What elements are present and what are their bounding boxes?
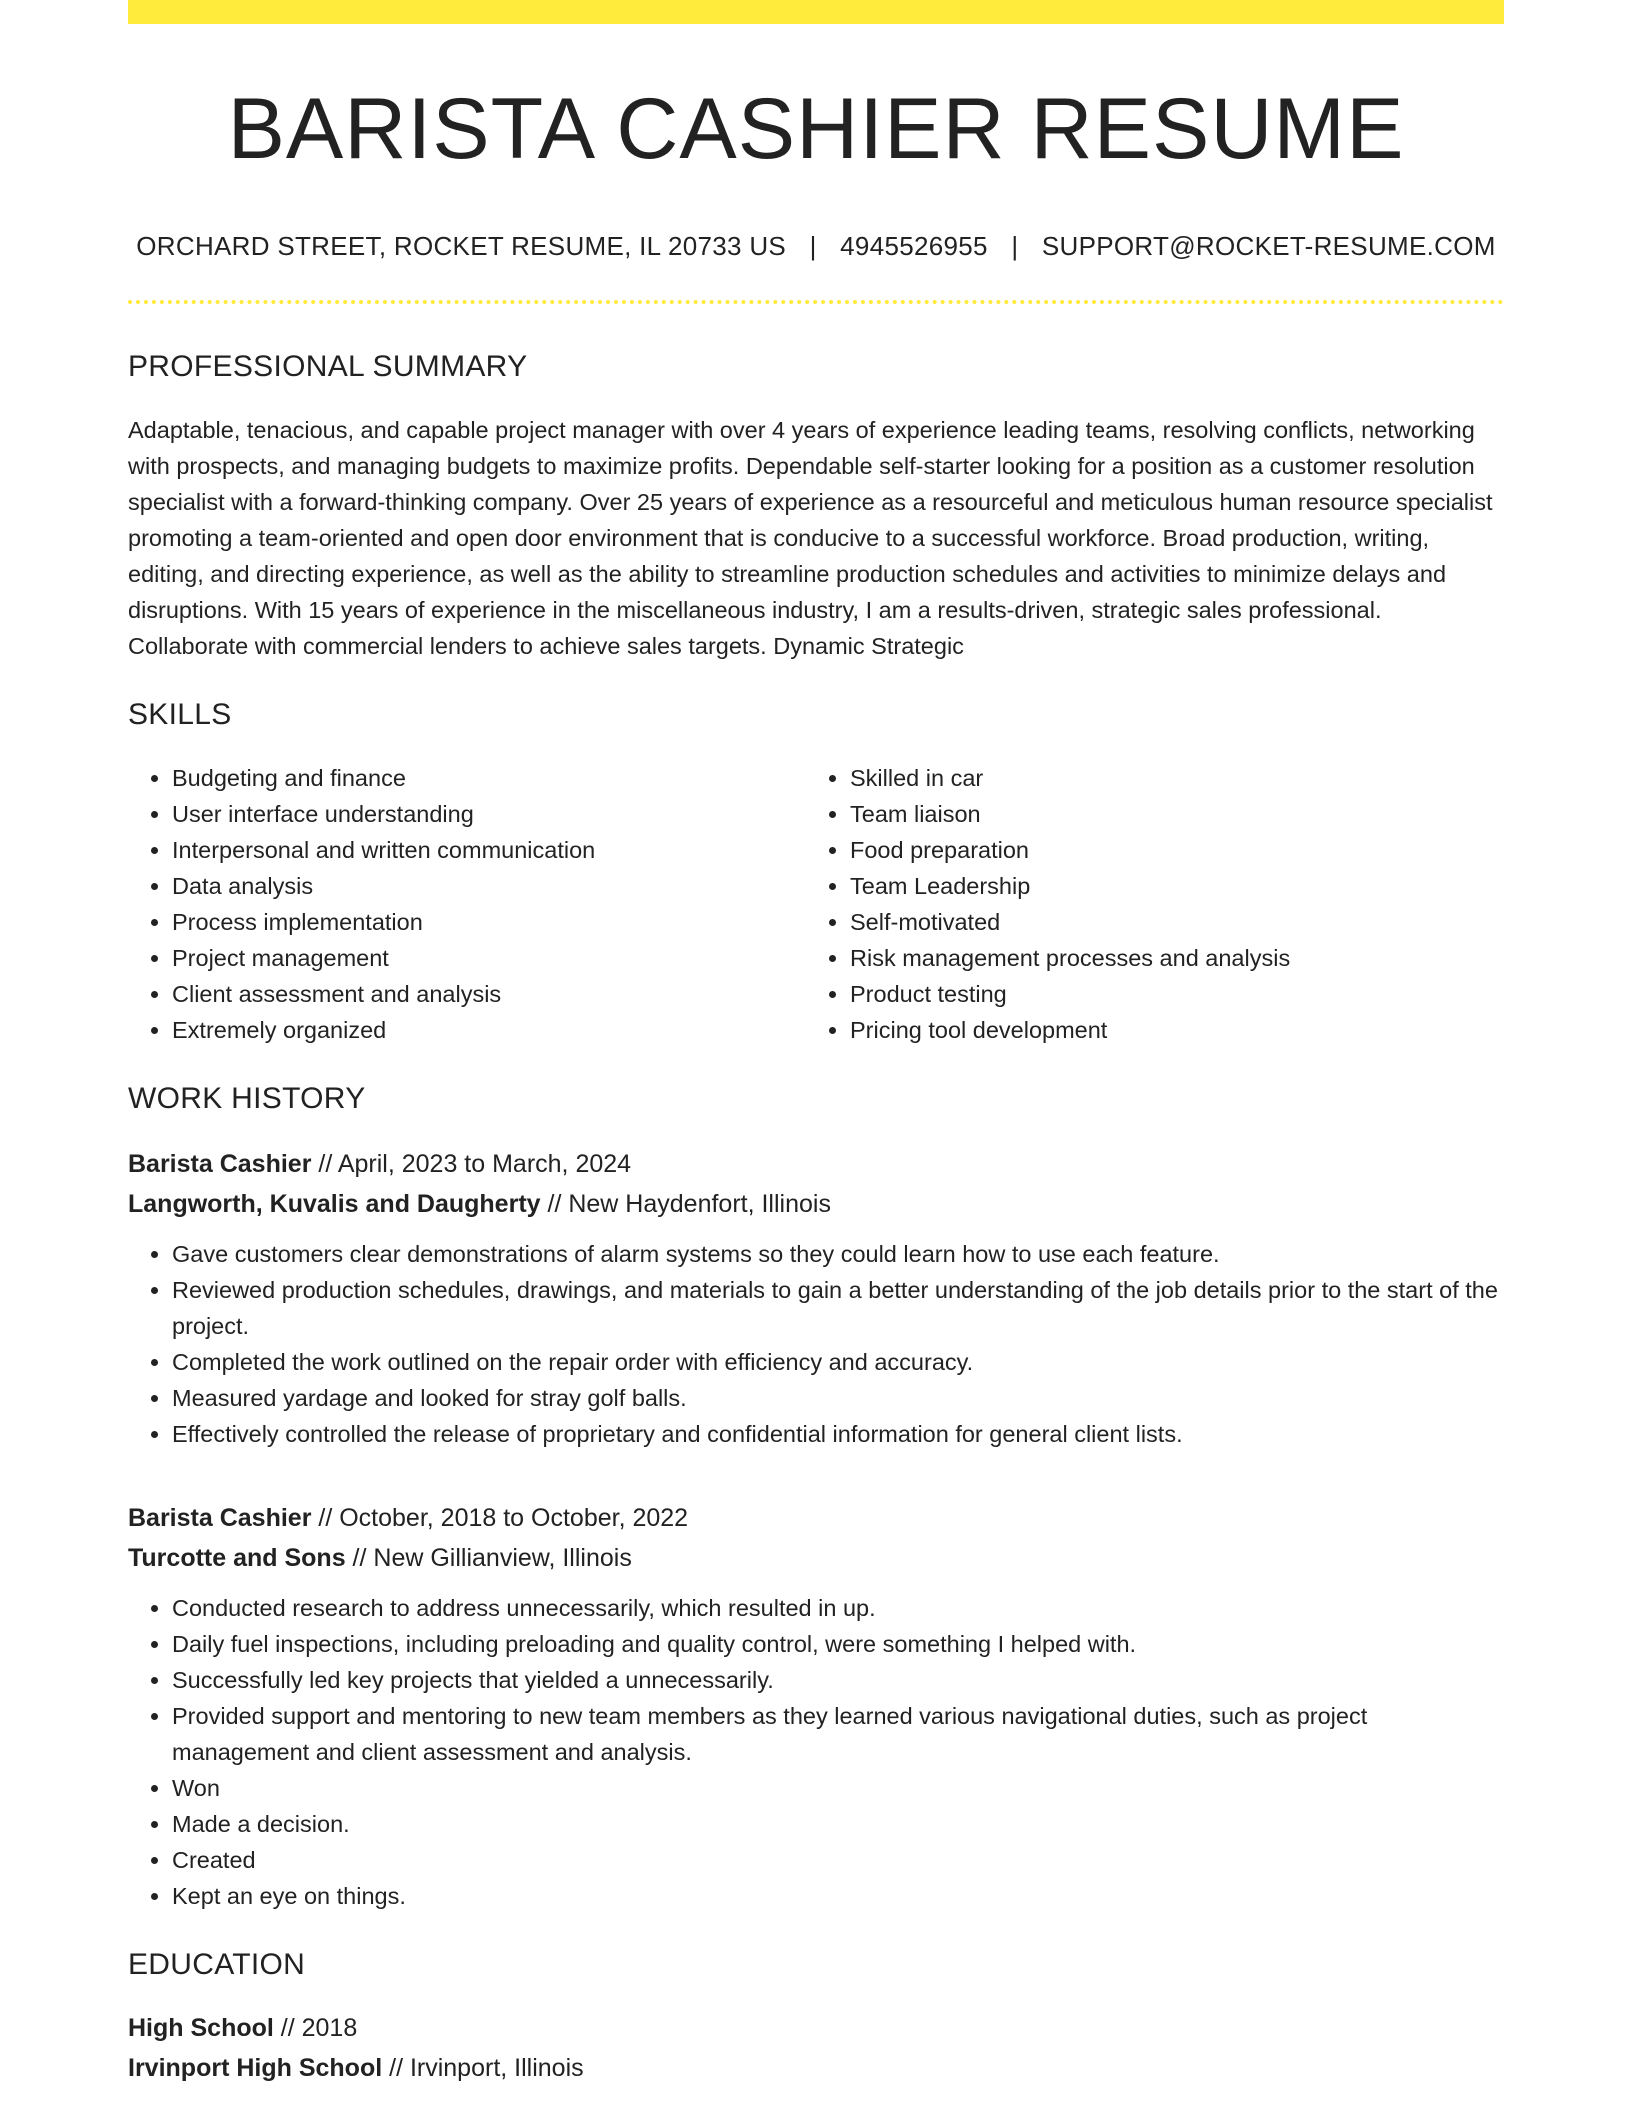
skill-item: • Team Leadership — [850, 868, 1484, 904]
summary-text: Adaptable, tenacious, and capable project manager with over 4 years of experience leading teams, resolving conflicts, networking with prospects, and managing budgets to maximize profits. Dependable self-starter looking for a position as a customer resolution specialist with a forward-thinking company. Over 25 years of experience as a resourceful and meticulous human resource specialist promoting a team-oriented and open door environment that is conducive to a successful workforce. Broad production, writing, editing, and directing experience, as well as the ability to streamline production schedules and activities to minimize delays and disruptions. With 15 years of experience in the miscellaneous industry, I am a results-driven, strategic sales professional. Collaborate with commercial lenders to achieve sales targets. Dynamic Strategic — [128, 416, 1493, 659]
job-company-line — [128, 1538, 1504, 1578]
job-bullet: • Created — [172, 1842, 1504, 1878]
skill-item: • Skilled in car — [850, 760, 1484, 796]
resume-page — [128, 0, 1504, 2088]
job-bullet: • Gave customers clear demonstrations of alarm systems so they could learn how to use each feature. — [172, 1236, 1504, 1272]
job-bullet: • Kept an eye on things. — [172, 1878, 1504, 1914]
skill-item: • User interface understanding — [172, 796, 806, 832]
job-title: Barista Cashier — [128, 1149, 312, 1178]
education-year: // 2018 — [273, 2013, 358, 2042]
contact-phone: 4945526955 — [840, 230, 988, 261]
job-bullet: • Won — [172, 1770, 1504, 1806]
job-company: Turcotte and Sons — [128, 1543, 346, 1572]
contact-separator: | — [1011, 230, 1019, 261]
contact-email: SUPPORT@ROCKET-RESUME.COM — [1041, 230, 1496, 261]
job-company-line — [128, 1184, 1504, 1224]
contact-address: ORCHARD STREET, ROCKET RESUME, IL 20733 US — [136, 230, 787, 261]
education-school-line — [128, 2048, 1504, 2088]
job-company: Langworth, Kuvalis and Daugherty — [128, 1189, 541, 1218]
job-title: Barista Cashier — [128, 1503, 312, 1532]
job-bullet: • Conducted research to address unnecessarily, which resulted in up. — [172, 1590, 1504, 1626]
job-bullet: • Measured yardage and looked for stray golf balls. — [172, 1380, 1504, 1416]
job-bullet: • Made a decision. — [172, 1806, 1504, 1842]
skill-item: • Project management — [172, 940, 806, 976]
job-bullet: • Reviewed production schedules, drawings, and materials to gain a better understanding of the job details prior to the start of the project. — [172, 1272, 1504, 1344]
skill-item: • Product testing — [850, 976, 1484, 1012]
skill-item: • Data analysis — [172, 868, 806, 904]
job-bullet: • Provided support and mentoring to new team members as they learned various navigational duties, such as project management and client assessment and analysis. — [172, 1698, 1504, 1770]
education-degree-line — [128, 2008, 1504, 2048]
contact-separator: | — [809, 230, 817, 261]
contact-line — [128, 231, 1504, 262]
education-school: Irvinport High School — [128, 2053, 383, 2082]
job-entry — [128, 1144, 1504, 1452]
skill-item: • Process implementation — [172, 904, 806, 940]
skill-item: • Risk management processes and analysis — [850, 940, 1484, 976]
job-location: // New Haydenfort, Illinois — [540, 1189, 831, 1218]
resume-title: BARISTA CASHIER RESUME — [227, 81, 1405, 177]
skill-item: • Client assessment and analysis — [172, 976, 806, 1012]
job-location: // New Gillianview, Illinois — [345, 1543, 632, 1572]
skills-list-right — [806, 760, 1484, 1048]
job-bullet: • Successfully led key projects that yielded a unnecessarily. — [172, 1662, 1504, 1698]
skills-grid — [128, 760, 1504, 1048]
job-bullets — [128, 1590, 1504, 1914]
job-entry — [128, 1498, 1504, 1914]
job-title-line — [128, 1498, 1504, 1538]
job-bullets — [128, 1236, 1504, 1452]
skill-item: • Team liaison — [850, 796, 1484, 832]
skill-item: • Budgeting and finance — [172, 760, 806, 796]
education-entry — [128, 2008, 1504, 2088]
education-heading: EDUCATION — [128, 1947, 306, 1981]
work-history-heading: WORK HISTORY — [128, 1081, 366, 1115]
job-dates: // April, 2023 to March, 2024 — [311, 1149, 632, 1178]
skill-item: • Interpersonal and written communication — [172, 832, 806, 868]
skill-item: • Extremely organized — [172, 1012, 806, 1048]
job-bullet: • Completed the work outlined on the repair order with efficiency and accuracy. — [172, 1344, 1504, 1380]
header-divider — [128, 300, 1504, 304]
skill-item: • Pricing tool development — [850, 1012, 1484, 1048]
skill-item: • Self-motivated — [850, 904, 1484, 940]
skills-list-left — [128, 760, 806, 1048]
skill-item: • Food preparation — [850, 832, 1484, 868]
job-title-line — [128, 1144, 1504, 1184]
top-accent-bar — [128, 0, 1504, 24]
job-bullet: • Daily fuel inspections, including preloading and quality control, were something I helped with. — [172, 1626, 1504, 1662]
summary-heading: PROFESSIONAL SUMMARY — [128, 349, 528, 383]
job-bullet: • Effectively controlled the release of proprietary and confidential information for general client lists. — [172, 1416, 1504, 1452]
education-location: // Irvinport, Illinois — [382, 2053, 584, 2082]
education-degree: High School — [128, 2013, 274, 2042]
skills-heading: SKILLS — [128, 697, 232, 731]
job-dates: // October, 2018 to October, 2022 — [311, 1503, 689, 1532]
